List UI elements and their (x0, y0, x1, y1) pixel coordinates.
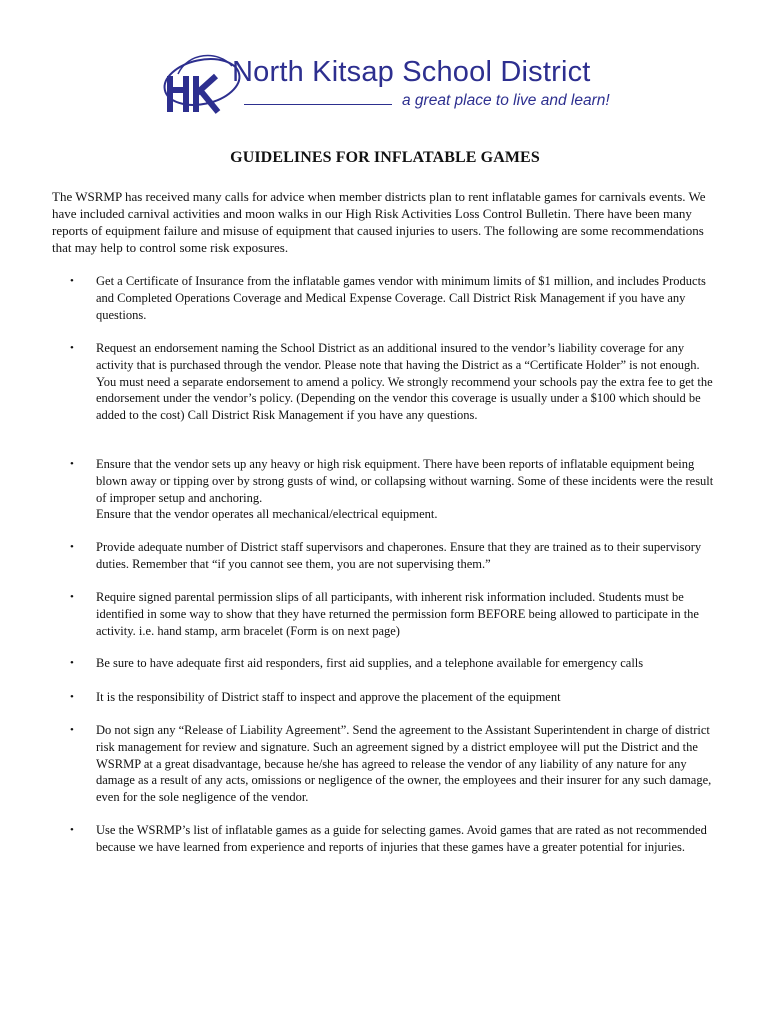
guideline-item-supervision (70, 539, 716, 573)
guideline-item-inspection (70, 689, 716, 706)
guideline-text-continued: Ensure that the vendor operates all mechanical/electrical equipment. (96, 507, 438, 522)
org-name: North Kitsap School District (232, 56, 591, 88)
guideline-text: Request an endorsement naming the School District as an additional insured to the vendor’s liability coverage for any activity that is purchased through the vendor. Please note that having the District as a “Certificate Holder” is not enough. You must need a separate endorsement to amend a policy. We strongly recommend your schools pay the extra fee to get the endorsement under the vendor’s policy. (Depending on the vendor this coverage is usually under a $100 which should be added to the cost) Call District Risk Management if you have any questions. (96, 341, 713, 423)
guideline-text: It is the responsibility of District staff to inspect and approve the placement of the equipment (96, 690, 561, 704)
guideline-text: Ensure that the vendor sets up any heavy or high risk equipment. There have been reports of inflatable equipment being blown away or tipping over by strong gusts of wind, or collapsing without warning. Some of these incidents were the result of improper setup and anchoring. (96, 457, 714, 505)
guideline-item-release (70, 722, 716, 806)
guideline-item-first-aid (70, 655, 716, 672)
bullet-icon: • (70, 724, 74, 736)
tagline: a great place to live and learn! (402, 92, 610, 109)
guideline-item-endorsement (70, 340, 716, 424)
bullet-icon: • (70, 275, 74, 287)
guideline-item-setup (70, 456, 716, 523)
bullet-icon: • (70, 541, 74, 553)
guideline-text: Be sure to have adequate first aid responders, first aid supplies, and a telephone available for emergency calls (96, 656, 644, 670)
guideline-item-game-list (70, 822, 716, 856)
guideline-text: Provide adequate number of District staff supervisors and chaperones. Ensure that they are trained as to their supervisory duties. Remember that “if you cannot see them, you are not supervising them.” (96, 540, 702, 571)
guideline-item-permission (70, 589, 716, 639)
bullet-icon: • (70, 691, 74, 703)
guideline-item-certificate (70, 273, 716, 323)
bullet-icon: • (70, 458, 74, 470)
intro-paragraph: The WSRMP has received many calls for advice when member districts plan to rent inflatable games for carnivals events. We have included carnival activities and moon walks in our High Risk Activities Loss Control Bulletin. There have been many reports of equipment failure and misuse of equipment that caused injuries to users. The following are some recommendations that may help to control some risk exposures. (52, 189, 706, 255)
letterhead (160, 42, 630, 122)
bullet-icon: • (70, 591, 74, 603)
bullet-icon: • (70, 342, 74, 354)
document-title: GUIDELINES FOR INFLATABLE GAMES (230, 149, 540, 166)
guideline-text: Do not sign any “Release of Liability Agreement”. Send the agreement to the Assistant Superintendent in charge of district risk management for review and signature. Such an agreement signed by a district employee will put the District and the WSRMP at a great disadvantage, because he/she has agreed to release the vendor of any liability of any nature for any damage as a result of any acts, omissions or negligence of the owner, the employees and their insurer for any such damage, even for the sole negligence of the vendor. (96, 723, 712, 805)
guideline-text: Use the WSRMP’s list of inflatable games as a guide for selecting games. Avoid games that are rated as not recommended because we have learned from experience and reports of injuries that these games have a greater potential for injuries. (96, 823, 707, 854)
bullet-icon: • (70, 657, 74, 669)
guideline-text: Get a Certificate of Insurance from the inflatable games vendor with minimum limits of $1 million, and includes Products and Completed Operations Coverage and Medical Expense Coverage. Call District Risk Management if you have any questions. (96, 274, 706, 322)
bullet-icon: • (70, 824, 74, 836)
guideline-text: Require signed parental permission slips of all participants, with inherent risk information included. Students must be identified in some way to show that they have returned the permission form BEFORE being allowed to participate in the activity. i.e. hand stamp, arm bracelet (Form is on next page) (96, 590, 699, 638)
tagline-rule (244, 104, 392, 105)
